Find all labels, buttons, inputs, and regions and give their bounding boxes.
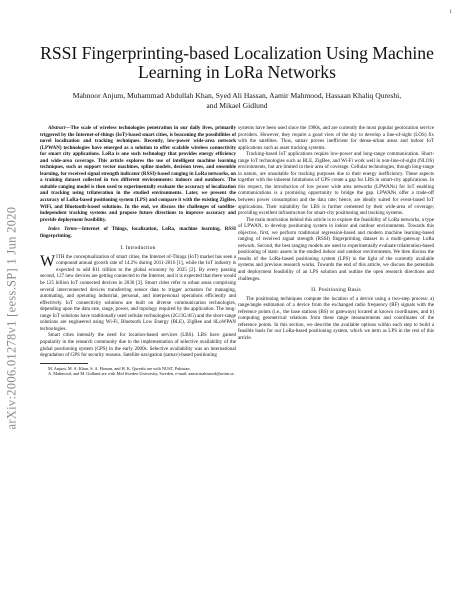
right-column	[238, 125, 434, 342]
right-paragraph-2: Tracking-based IoT applications require low-power and long-range communication. Short-range IoT technologies such as BLE, ZigBee, and Wi-Fi work well in non-line-of-sight (NLOS) environments, but are limited in their area of coverage. Cellular technologies, though long-range in nature, are unsuitable for tracking purposes due to their energy inefficiency. These aspects together with the inherent limitations of GPS create a gap for LBS in smart-city applications. In this respect, the introduction of low power wide area networks (LPWANs) for IoT enabling communications is a promising opportunity to bridge the gap. LPWANs offer a trade-off between power consumption and the data rate; hence, are ideally suited for event-based IoT applications. Their suitability for LBS is further cemented by their wide-area of coverage; providing excellent infrastructure for smart-city positioning and tracking systems.	[238, 151, 434, 217]
abstract-label: Abstract	[48, 125, 66, 131]
section-heading-introduction: I. Introduction	[120, 245, 156, 252]
index-terms	[40, 226, 236, 239]
page-number: 1	[449, 10, 452, 15]
abstract	[40, 125, 236, 223]
intro-paragraph-1	[40, 254, 236, 333]
intro-paragraph-2: Smart cities intensify the need for location-based services (LBS). LBS have gained popularity in the research community due to the implementation of selective availability of the global positioning system (GPS) in the early 2000s. Selective availability was an international degradation of GPS for security reasons. Satellite navigation (satnav)-based positioning	[40, 332, 236, 359]
right-paragraph-4: The positioning techniques compute the location of a device using a two-step process: a) range/angle estimation of a device from the exchanged radio frequency (RF) signals with the reference points (i.e., the base stations (BS) or gateways) located at known coordinates, and b) computing geometrical relations from these range measurements and coordinates of the reference points. In this section, we describe the available options within each step to build a feasible basis for our LoRa-based positioning system, which we term as LPS in the rest of this article.	[238, 295, 434, 341]
section-heading-positioning-basis: II. Positioning Basis	[311, 287, 361, 294]
footnote-1: M. Anjum, M. A. Khan, S. A. Hassan, and H. K. Qureshi are with NUST, Pakistan.	[48, 365, 191, 371]
left-column	[40, 125, 236, 377]
drop-cap: W	[40, 252, 56, 270]
paper-title: RSSI Fingerprinting-based Localization Using Machine Learning in LoRa Networks	[40, 43, 434, 82]
index-terms-label: Index Terms	[48, 226, 77, 233]
arxiv-stamp: arXiv:2006.01278v1 [eess.SP] 1 Jun 2020	[4, 206, 19, 430]
authors-line-1: Mahnoor Anjum, Muhammad Abdullah Khan, Syed Ali Hassan, Aamir Mahmood, Hassaan Khaliq Qureshi,	[72, 91, 402, 100]
right-paragraph-3: The main motivation behind this article is to explore the feasibility of LoRa networks, a type of LPWAN, to develop positioning system in indoor and outdoor environments. Towards this objective, first, we perform traditional regression-based and modern machine learning-based ranging of received signal strength (RSSI) fingerprinting dataset in a multi-gateway LoRa network. Second, the best ranging models are used to experimentally evaluate trilateration-based positioning of static assets in the studied indoor and outdoor environments. We then discuss the results of the LoRa-based positioning system (LPS) in the light of the currently available systems and previous research works. Towards the end of this article, we discuss the potentials and deployment feasibility of an LPS solution and outline the open research directions and challenges.	[238, 216, 434, 282]
footnote-rule	[40, 363, 88, 364]
footnote-2: A. Mahmood, and M. Gidlund are with Mid Sweden University, Sweden, e-mail: aamir.mahmood@miun.se.	[48, 371, 235, 377]
authors-line-2: and Mikael Gidlund	[206, 101, 268, 110]
index-terms-text: —Internet of Things, localization, LoRa, machine learning, RSSI fingerprinting.	[40, 226, 236, 239]
intro-paragraph-1-text: ITH the conceptualization of smart cities, the Internet of-Things (IoT) market has seen a compound annual growth rate of 14.2% during 2011-2016 [1], while the IoT industry is expected to add $11 trillion to the global economy by 2025 [2]. By every passing second, 127 new devices are getting connected to the Internet, and it is expected that there would be 125 billion IoT connected devices in 2030 [3]. Smart cities refer to urban areas comprising several interconnected devices transferring sensor data to trigger actuators for managing, automating, and operating industrial, personal, and interpersonal operations efficiently and effectively. IoT connectivity solutions are built on diverse communication technologies, depending upon the data rate, range, power, and topology required by the application. The long-range IoT solutions have traditionally used cellular technologies (2G/3G/4G) and the short-range solutions are engineered using Wi-Fi, Bluetooth Low Energy (BLE), ZigBee and 6LoWPAN technologies.	[40, 253, 236, 332]
author-list	[40, 91, 434, 111]
right-paragraph-1: systems have been used since the 1980s, and are currently the most popular geolocation service providers. However, they require a good view of the sky to develop a line-of-sight (LOS) fix with the satellites. Thus, satnav proves inefficient for dense-urban areas and indoor IoT applications such as asset tracking systems.	[238, 125, 434, 151]
abstract-text: —The scale of wireless technologies penetration in our daily lives, primarily triggered by the Internet-of-things (IoT)-based smart cities, is beaconing the possibilities of novel localization and tracking techniques. Recently, low-power wide-area network (LPWAN) technologies have emerged as a solution to offer scalable wireless connectivity for smart city applications. LoRa is one such technology that provides energy efficiency and wide-area coverage. This article explores the use of intelligent machine learning techniques, such as support vector machines, spline models, decision trees, and ensemble learning, for received signal strength indicator (RSSI)-based ranging in LoRa networks, on a training dataset collected in two different environments: indoors and outdoors. The suitable ranging model is then used to experimentally evaluate the accuracy of localization and tracking using trilateration in the studied environments. Later, we present the accuracy of LoRa-based positioning system (LPS) and compare it with the existing ZigBee, WiFi, and Bluetooth-based solutions. In the end, we discuss the challenges of satellite-independent tracking systems and propose future directions to improve accuracy and provide deployment feasibility.	[40, 125, 236, 223]
